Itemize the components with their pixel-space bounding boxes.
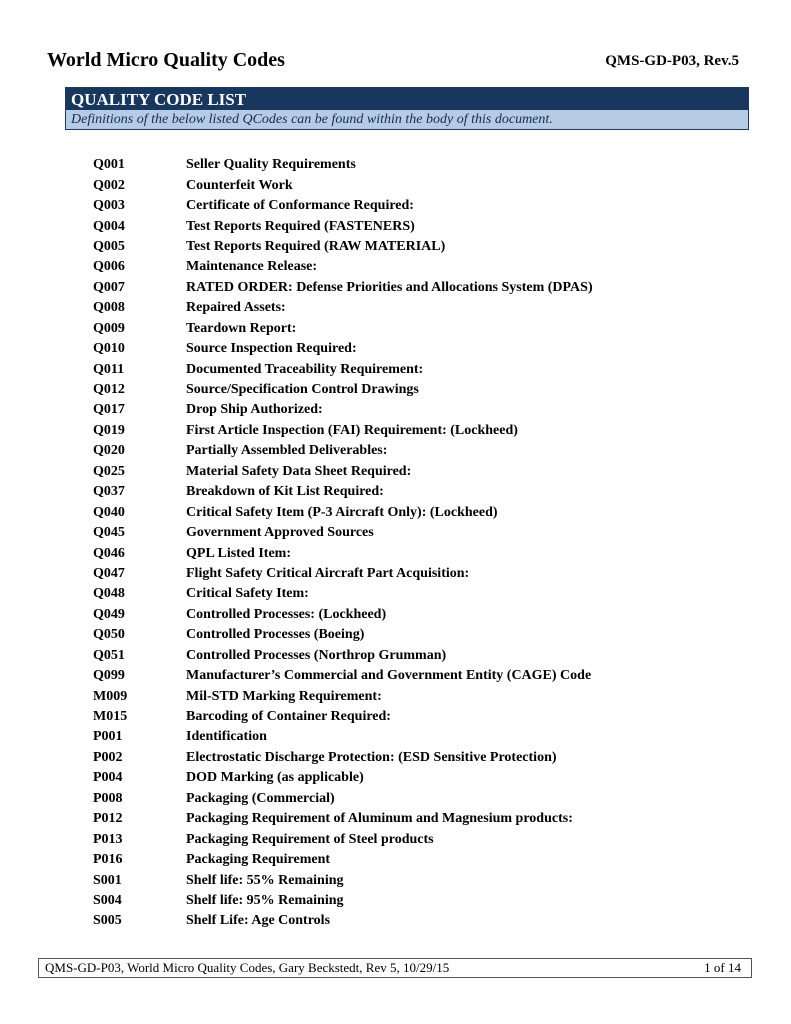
code-row (93, 646, 753, 666)
code-name: Teardown Report: (186, 320, 297, 336)
code-id: Q009 (93, 320, 125, 336)
code-row (93, 707, 753, 727)
code-name: Counterfeit Work (186, 177, 293, 193)
code-id: Q099 (93, 668, 125, 684)
code-name: Manufacturer’s Commercial and Government Entity (CAGE) Code (186, 668, 592, 684)
code-id: Q012 (93, 382, 125, 398)
code-name: Barcoding of Container Required: (186, 709, 391, 725)
code-id: P002 (93, 749, 123, 765)
code-name: DOD Marking (as applicable) (186, 770, 364, 786)
code-row (93, 380, 753, 400)
code-row (93, 829, 753, 849)
code-id: M015 (93, 709, 128, 725)
code-id: Q045 (93, 525, 125, 541)
banner-subtitle: Definitions of the below listed QCodes can be found within the body of this document. (66, 110, 748, 129)
code-name: Shelf life: 55% Remaining (186, 872, 344, 888)
code-name: Packaging Requirement (186, 852, 331, 868)
code-id: Q003 (93, 198, 125, 214)
code-name: Maintenance Release: (186, 259, 318, 275)
code-name: Material Safety Data Sheet Required: (186, 463, 412, 479)
code-row (93, 870, 753, 890)
code-name: Packaging Requirement of Steel products (186, 831, 434, 847)
footer-text: QMS-GD-P03, World Micro Quality Codes, Gary Beckstedt, Rev 5, 10/29/15 (45, 960, 450, 975)
code-name: RATED ORDER: Defense Priorities and Allocations System (DPAS) (186, 279, 593, 295)
code-id: Q004 (93, 218, 125, 234)
code-id: P012 (93, 811, 123, 827)
code-row (93, 686, 753, 706)
code-name: Shelf life: 95% Remaining (186, 892, 344, 908)
code-name: Mil-STD Marking Requirement: (186, 688, 382, 704)
code-row (93, 523, 753, 543)
code-name: Partially Assembled Deliverables: (186, 443, 388, 459)
code-id: Q017 (93, 402, 125, 418)
code-row (93, 543, 753, 563)
code-row (93, 564, 753, 584)
code-name: Controlled Processes (Boeing) (186, 627, 365, 643)
code-row (93, 359, 753, 379)
code-row (93, 748, 753, 768)
code-id: Q008 (93, 300, 125, 316)
code-name: Controlled Processes: (Lockheed) (186, 606, 387, 622)
code-id: M009 (93, 688, 128, 704)
code-row (93, 421, 753, 441)
code-id: Q025 (93, 463, 125, 479)
code-row (93, 257, 753, 277)
code-name: Breakdown of Kit List Required: (186, 484, 384, 500)
code-name: Seller Quality Requirements (186, 157, 356, 173)
code-row (93, 502, 753, 522)
document-id: QMS-GD-P03, Rev.5 (605, 53, 739, 69)
code-row (93, 482, 753, 502)
code-id: S001 (93, 872, 122, 888)
code-id: P001 (93, 729, 123, 745)
code-row (93, 175, 753, 195)
code-name: Controlled Processes (Northrop Grumman) (186, 647, 447, 663)
code-name: Flight Safety Critical Aircraft Part Acquisition: (186, 565, 470, 581)
code-id: Q006 (93, 259, 125, 275)
code-row (93, 298, 753, 318)
code-name: Drop Ship Authorized: (186, 402, 323, 418)
document-title: World Micro Quality Codes (47, 49, 285, 71)
code-row (93, 584, 753, 604)
code-name: Packaging Requirement of Aluminum and Magnesium products: (186, 811, 573, 827)
code-id: Q051 (93, 647, 125, 663)
code-row (93, 891, 753, 911)
code-id: P008 (93, 790, 123, 806)
code-name: First Article Inspection (FAI) Requirement: (Lockheed) (186, 422, 518, 438)
code-id: Q020 (93, 443, 125, 459)
code-row (93, 850, 753, 870)
code-id: Q011 (93, 361, 125, 377)
code-name: Source Inspection Required: (186, 341, 357, 357)
code-id: P004 (93, 770, 123, 786)
code-row (93, 237, 753, 257)
code-row (93, 155, 753, 175)
code-name: Source/Specification Control Drawings (186, 382, 419, 398)
code-id: Q047 (93, 565, 125, 581)
code-name: Certificate of Conformance Required: (186, 198, 414, 214)
code-row (93, 216, 753, 236)
code-id: Q050 (93, 627, 125, 643)
code-row (93, 768, 753, 788)
code-name: Shelf Life: Age Controls (186, 913, 331, 929)
code-id: Q040 (93, 504, 125, 520)
code-name: Test Reports Required (RAW MATERIAL) (186, 238, 446, 254)
code-name: Identification (186, 729, 267, 745)
code-id: Q037 (93, 484, 125, 500)
code-name: Government Approved Sources (186, 525, 374, 541)
code-row (93, 809, 753, 829)
code-row (93, 789, 753, 809)
code-id: Q048 (93, 586, 125, 602)
quality-code-list (93, 155, 753, 932)
page-number: 1 of 14 (704, 960, 741, 975)
code-id: P016 (93, 852, 123, 868)
code-id: S005 (93, 913, 122, 929)
code-id: Q049 (93, 606, 125, 622)
banner-heading: QUALITY CODE LIST (66, 88, 748, 110)
code-row (93, 319, 753, 339)
code-row (93, 911, 753, 931)
code-id: Q010 (93, 341, 125, 357)
code-row (93, 196, 753, 216)
code-row (93, 625, 753, 645)
code-name: Packaging (Commercial) (186, 790, 335, 806)
code-row (93, 400, 753, 420)
code-id: S004 (93, 892, 122, 908)
code-id: P013 (93, 831, 123, 847)
code-id: Q019 (93, 422, 125, 438)
code-name: Test Reports Required (FASTENERS) (186, 218, 415, 234)
code-id: Q002 (93, 177, 125, 193)
quality-code-list-banner (65, 87, 749, 130)
code-name: Critical Safety Item (P-3 Aircraft Only): (Lockheed) (186, 504, 498, 520)
code-row (93, 666, 753, 686)
code-row (93, 441, 753, 461)
code-row (93, 462, 753, 482)
code-name: Documented Traceability Requirement: (186, 361, 424, 377)
code-id: Q046 (93, 545, 125, 561)
code-name: QPL Listed Item: (186, 545, 291, 561)
code-name: Electrostatic Discharge Protection: (ESD Sensitive Protection) (186, 749, 557, 765)
code-id: Q005 (93, 238, 125, 254)
code-row (93, 727, 753, 747)
code-row (93, 278, 753, 298)
code-id: Q001 (93, 157, 125, 173)
code-row (93, 605, 753, 625)
code-id: Q007 (93, 279, 125, 295)
code-name: Critical Safety Item: (186, 586, 309, 602)
page-footer (38, 958, 752, 978)
code-row (93, 339, 753, 359)
code-name: Repaired Assets: (186, 300, 286, 316)
